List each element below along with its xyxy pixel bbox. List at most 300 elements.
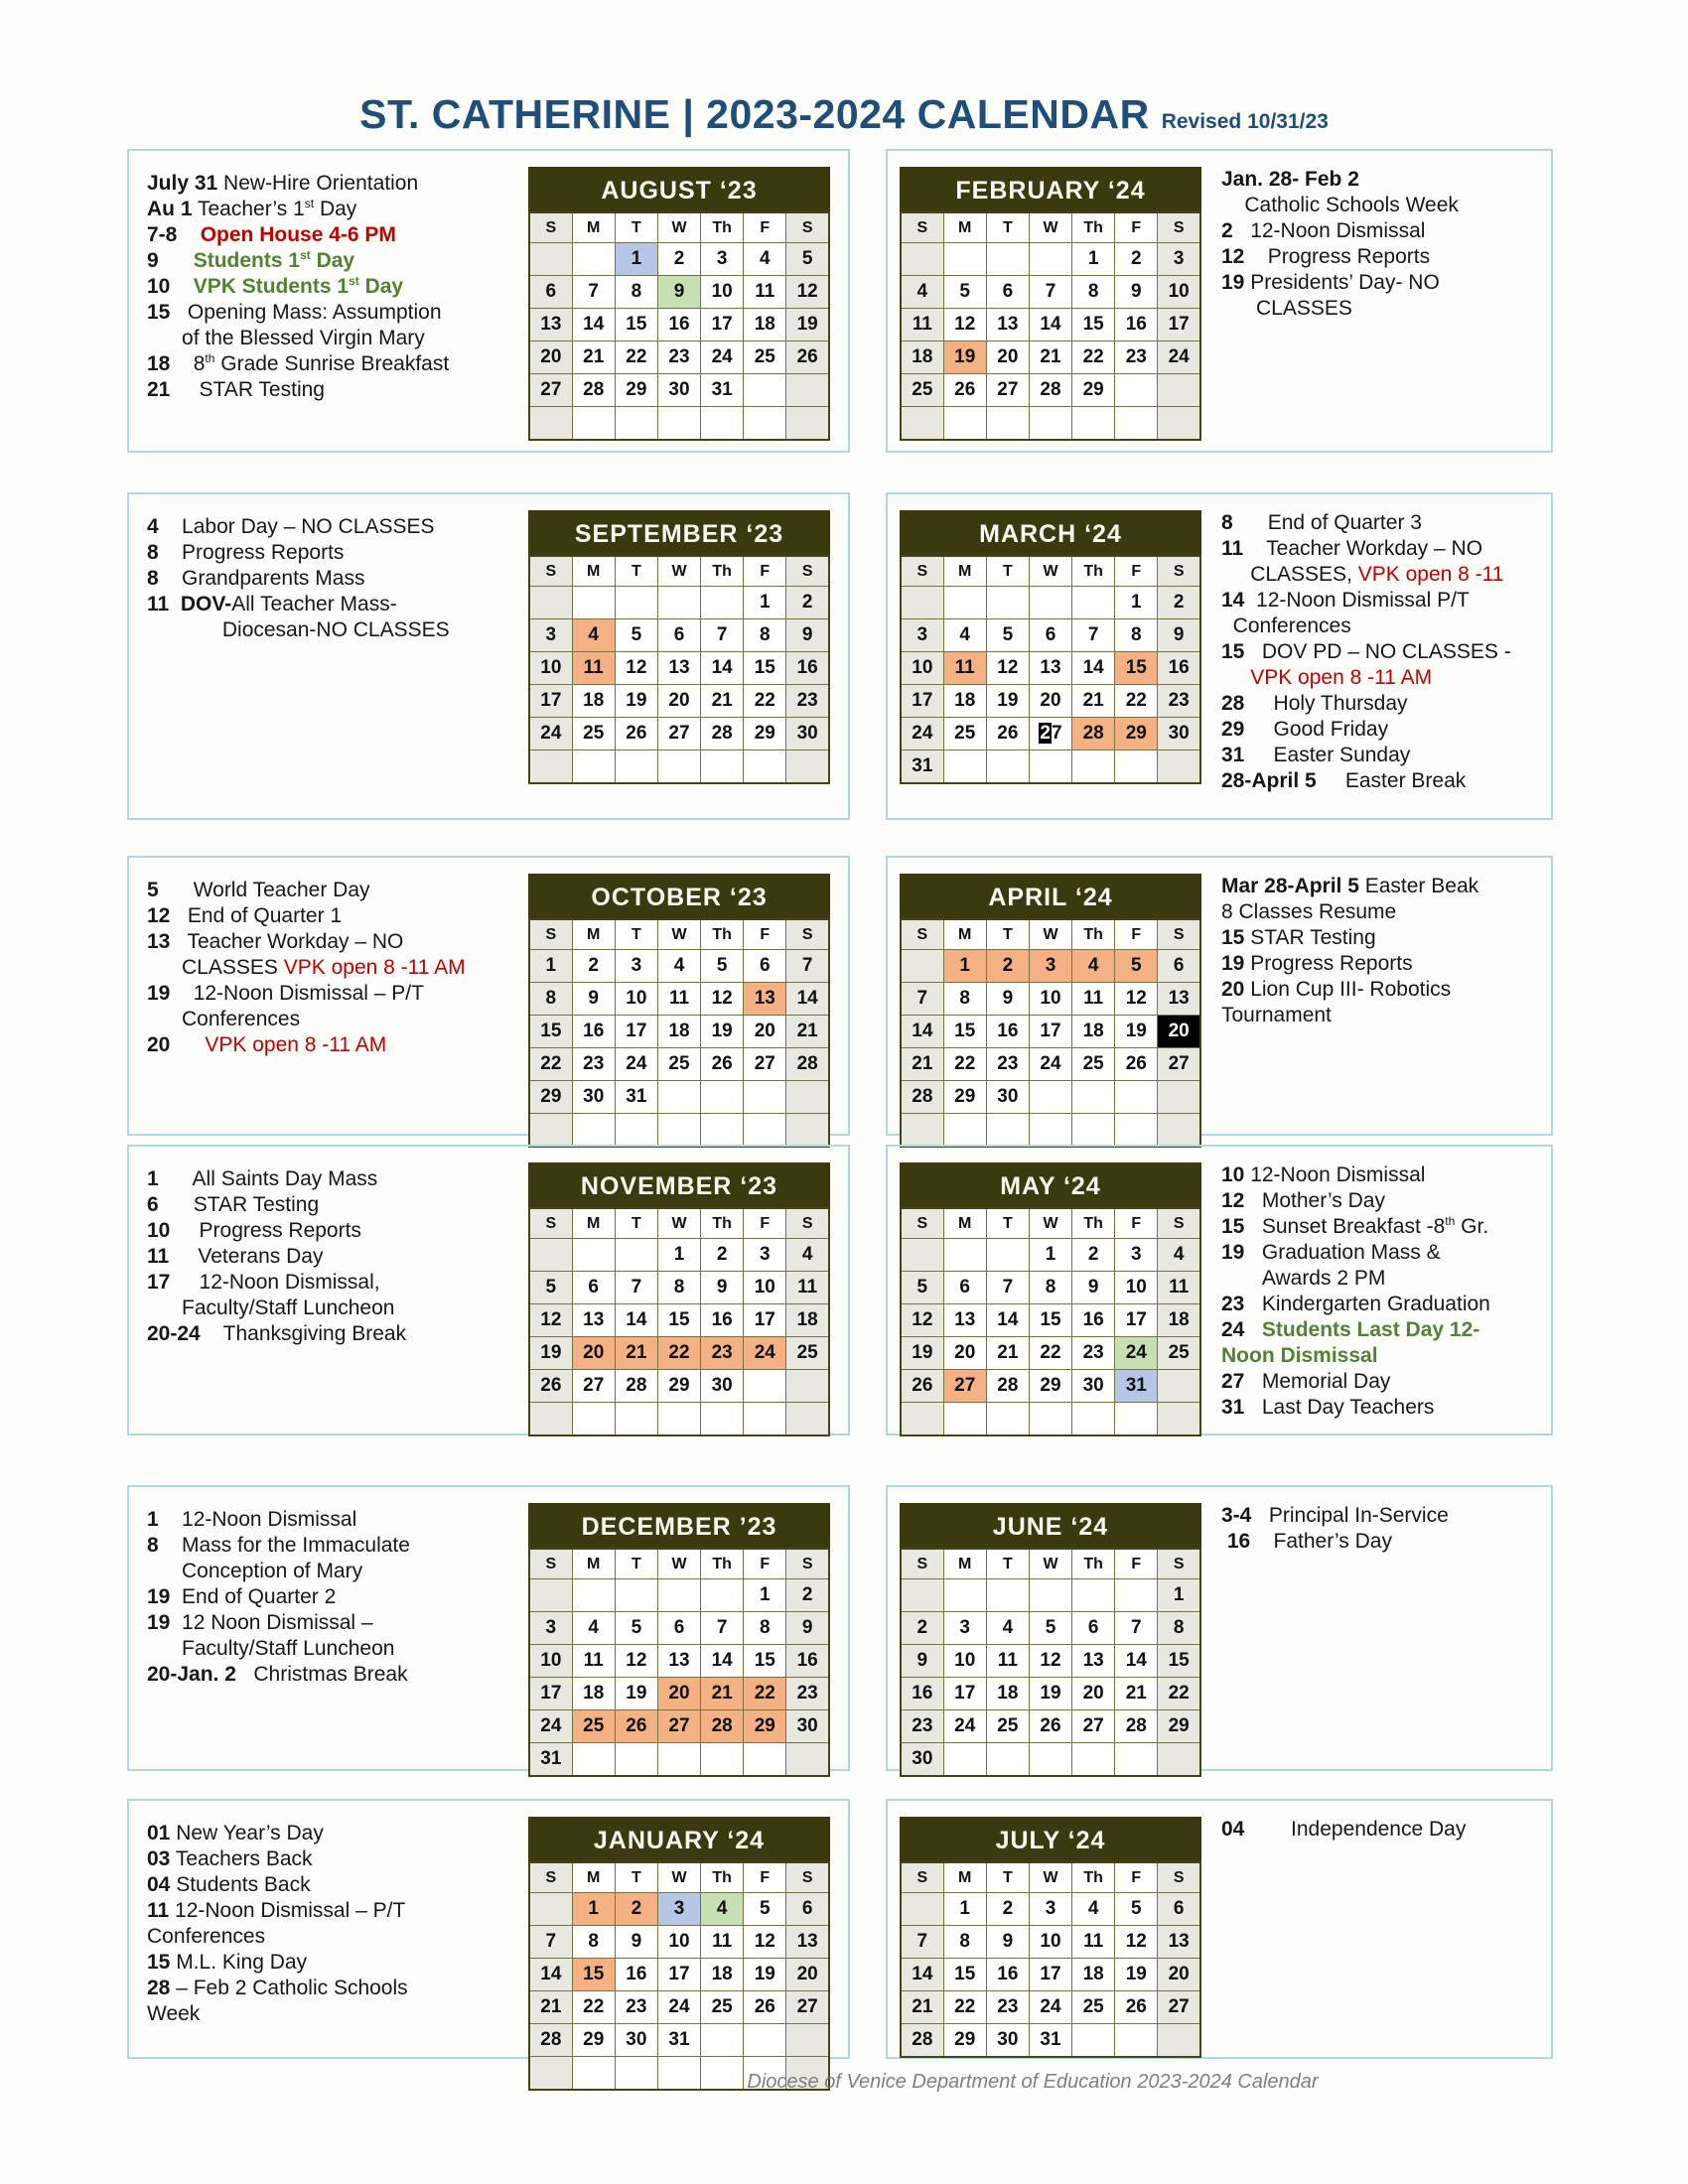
day-cell-december-22: 22 bbox=[744, 1678, 786, 1710]
empty-cell bbox=[1158, 1403, 1200, 1436]
note-line bbox=[147, 1976, 526, 2001]
empty-cell bbox=[901, 407, 943, 441]
note-line bbox=[1221, 1266, 1551, 1292]
note-segment: 11 bbox=[1221, 537, 1244, 560]
day-cell-april-6: 6 bbox=[1158, 950, 1200, 983]
day-header: F bbox=[744, 919, 786, 950]
day-cell-november-24: 24 bbox=[744, 1337, 786, 1370]
day-cell-july-26: 26 bbox=[1115, 1991, 1158, 2024]
day-cell-may-11: 11 bbox=[1158, 1272, 1200, 1304]
day-cell-december-9: 9 bbox=[786, 1612, 829, 1645]
day-header: Th bbox=[1072, 1549, 1115, 1579]
day-cell-august-4: 4 bbox=[744, 243, 786, 276]
note-segment: 16 bbox=[1221, 1530, 1251, 1553]
day-cell-may-26: 26 bbox=[901, 1370, 943, 1403]
week-row bbox=[529, 685, 829, 718]
note-segment: 28 bbox=[1221, 692, 1245, 715]
day-header: S bbox=[901, 1208, 943, 1239]
day-cell-september-9: 9 bbox=[786, 619, 829, 652]
day-cell-may-27: 27 bbox=[943, 1370, 986, 1403]
day-cell-july-14: 14 bbox=[901, 1959, 943, 1991]
day-cell-october-6: 6 bbox=[744, 950, 786, 983]
day-cell-april-16: 16 bbox=[986, 1016, 1029, 1048]
day-cell-august-16: 16 bbox=[657, 309, 700, 341]
week-row bbox=[529, 1678, 829, 1710]
day-header-row bbox=[529, 212, 829, 243]
empty-cell bbox=[744, 1081, 786, 1114]
note-segment: 19 bbox=[147, 1585, 171, 1608]
day-cell-january-13: 13 bbox=[786, 1926, 829, 1959]
empty-cell bbox=[1029, 1743, 1071, 1777]
note-segment: Presidents’ Day- NO bbox=[1244, 271, 1440, 294]
day-header: W bbox=[657, 556, 700, 587]
note-segment bbox=[170, 1033, 205, 1056]
day-cell-february-3: 3 bbox=[1158, 243, 1200, 276]
empty-cell bbox=[901, 1579, 943, 1612]
day-cell-may-1: 1 bbox=[1029, 1239, 1071, 1272]
empty-cell bbox=[1029, 751, 1071, 784]
note-line bbox=[147, 1507, 526, 1533]
day-header: F bbox=[1115, 1208, 1158, 1239]
day-cell-august-28: 28 bbox=[572, 374, 615, 407]
day-cell-june-9: 9 bbox=[901, 1645, 943, 1678]
day-header: M bbox=[943, 556, 986, 587]
day-cell-november-14: 14 bbox=[615, 1304, 657, 1337]
note-segment: 12 Noon Dismissal – bbox=[170, 1611, 373, 1634]
day-header: S bbox=[1158, 1208, 1200, 1239]
note-segment: 01 bbox=[147, 1822, 171, 1844]
note-segment: Teacher Workday – NO bbox=[1243, 537, 1483, 560]
day-cell-october-4: 4 bbox=[657, 950, 700, 983]
day-header: W bbox=[1029, 556, 1071, 587]
note-segment: 18 bbox=[147, 352, 171, 375]
note-segment: 19 bbox=[1221, 271, 1245, 294]
note-segment: 6 bbox=[147, 1193, 159, 1216]
day-cell-may-9: 9 bbox=[1072, 1272, 1115, 1304]
note-line bbox=[147, 540, 526, 566]
day-header: T bbox=[615, 1862, 657, 1893]
day-cell-december-18: 18 bbox=[572, 1678, 615, 1710]
day-header: W bbox=[1029, 919, 1071, 950]
empty-cell bbox=[1115, 407, 1158, 441]
month-grid-june bbox=[900, 1548, 1201, 1777]
day-cell-october-21: 21 bbox=[786, 1016, 829, 1048]
day-cell-june-18: 18 bbox=[986, 1678, 1029, 1710]
day-cell-april-3: 3 bbox=[1029, 950, 1071, 983]
note-line bbox=[1221, 874, 1551, 899]
day-cell-july-28: 28 bbox=[901, 2024, 943, 2058]
day-cell-september-13: 13 bbox=[657, 652, 700, 685]
empty-cell bbox=[786, 407, 829, 441]
week-row bbox=[901, 2024, 1200, 2058]
day-cell-april-28: 28 bbox=[901, 1081, 943, 1114]
day-cell-february-24: 24 bbox=[1158, 341, 1200, 374]
day-cell-august-20: 20 bbox=[529, 341, 572, 374]
day-cell-october-24: 24 bbox=[615, 1048, 657, 1081]
note-segment: st bbox=[300, 248, 311, 262]
note-line bbox=[147, 514, 526, 540]
notes-july bbox=[1201, 1801, 1551, 2057]
day-cell-april-5: 5 bbox=[1115, 950, 1158, 983]
week-row bbox=[901, 1579, 1200, 1612]
day-cell-december-19: 19 bbox=[615, 1678, 657, 1710]
note-segment: 28-April 5 bbox=[1221, 769, 1317, 792]
week-row bbox=[901, 1337, 1200, 1370]
day-cell-october-17: 17 bbox=[615, 1016, 657, 1048]
day-cell-march-8: 8 bbox=[1115, 619, 1158, 652]
note-segment: 8 bbox=[147, 567, 159, 590]
note-segment: Conferences bbox=[147, 1925, 266, 1948]
week-row bbox=[901, 1678, 1200, 1710]
day-cell-february-23: 23 bbox=[1115, 341, 1158, 374]
day-cell-july-15: 15 bbox=[943, 1959, 986, 1991]
note-segment: th bbox=[1445, 1214, 1456, 1228]
note-segment: Easter Beak bbox=[1358, 875, 1479, 897]
empty-cell bbox=[572, 751, 615, 784]
empty-cell bbox=[572, 1743, 615, 1777]
note-segment: of the Blessed Virgin Mary bbox=[147, 327, 425, 349]
day-cell-september-12: 12 bbox=[615, 652, 657, 685]
day-cell-february-8: 8 bbox=[1072, 276, 1115, 309]
calendar-april bbox=[900, 874, 1201, 1134]
empty-cell bbox=[701, 1114, 744, 1148]
day-cell-august-22: 22 bbox=[615, 341, 657, 374]
day-cell-march-9: 9 bbox=[1158, 619, 1200, 652]
note-line bbox=[147, 2001, 526, 2027]
day-cell-june-28: 28 bbox=[1115, 1710, 1158, 1743]
day-cell-july-5: 5 bbox=[1115, 1893, 1158, 1926]
day-header: M bbox=[943, 1549, 986, 1579]
day-cell-november-30: 30 bbox=[701, 1370, 744, 1403]
empty-cell bbox=[943, 1743, 986, 1777]
day-cell-august-15: 15 bbox=[615, 309, 657, 341]
month-title-august: AUGUST ‘23 bbox=[528, 167, 830, 211]
day-cell-august-18: 18 bbox=[744, 309, 786, 341]
day-header-row bbox=[901, 212, 1200, 243]
note-segment: 10 bbox=[147, 1219, 171, 1242]
month-grid-october bbox=[528, 918, 830, 1148]
day-cell-june-20: 20 bbox=[1072, 1678, 1115, 1710]
note-segment: 15 bbox=[1221, 1215, 1245, 1238]
note-segment: Grade Sunrise Breakfast bbox=[214, 352, 450, 375]
day-cell-june-26: 26 bbox=[1029, 1710, 1071, 1743]
empty-cell bbox=[529, 1403, 572, 1436]
day-cell-december-26: 26 bbox=[615, 1710, 657, 1743]
note-segment: Faculty/Staff Luncheon bbox=[147, 1297, 395, 1319]
note-segment: 03 bbox=[147, 1847, 171, 1870]
day-cell-august-3: 3 bbox=[701, 243, 744, 276]
day-cell-august-7: 7 bbox=[572, 276, 615, 309]
note-segment: Grandparents Mass bbox=[158, 567, 365, 590]
day-header: W bbox=[1029, 1208, 1071, 1239]
week-row bbox=[529, 1370, 829, 1403]
note-segment: Memorial Day bbox=[1244, 1370, 1391, 1393]
day-cell-january-1: 1 bbox=[572, 1893, 615, 1926]
day-cell-june-15: 15 bbox=[1158, 1645, 1200, 1678]
day-cell-january-3: 3 bbox=[657, 1893, 700, 1926]
week-row bbox=[529, 1612, 829, 1645]
note-line bbox=[147, 1533, 526, 1559]
day-cell-april-13: 13 bbox=[1158, 983, 1200, 1016]
day-header: S bbox=[786, 919, 829, 950]
day-cell-march-14: 14 bbox=[1072, 652, 1115, 685]
empty-cell bbox=[1115, 2024, 1158, 2058]
day-cell-june-29: 29 bbox=[1158, 1710, 1200, 1743]
note-segment: Father’s Day bbox=[1250, 1530, 1392, 1553]
day-cell-april-20: 20 bbox=[1158, 1016, 1200, 1048]
empty-cell bbox=[615, 1114, 657, 1148]
day-cell-june-21: 21 bbox=[1115, 1678, 1158, 1710]
empty-cell bbox=[615, 587, 657, 619]
day-header: S bbox=[1158, 212, 1200, 243]
day-cell-july-16: 16 bbox=[986, 1959, 1029, 1991]
note-line bbox=[147, 1296, 526, 1321]
day-cell-january-2: 2 bbox=[615, 1893, 657, 1926]
day-cell-july-7: 7 bbox=[901, 1926, 943, 1959]
day-header: W bbox=[657, 1549, 700, 1579]
day-cell-march-2: 2 bbox=[1158, 587, 1200, 619]
note-segment: Teachers Back bbox=[170, 1847, 313, 1870]
calendar-may bbox=[900, 1162, 1201, 1433]
month-title-april: APRIL ‘24 bbox=[900, 874, 1201, 918]
day-cell-march-19: 19 bbox=[986, 685, 1029, 718]
day-cell-july-9: 9 bbox=[986, 1926, 1029, 1959]
note-segment: 12-Noon Dismissal bbox=[1244, 1163, 1426, 1186]
empty-cell bbox=[529, 587, 572, 619]
month-title-january: JANUARY ‘24 bbox=[528, 1817, 830, 1861]
day-cell-may-7: 7 bbox=[986, 1272, 1029, 1304]
day-cell-march-27: 27 bbox=[1029, 718, 1071, 751]
note-line bbox=[1221, 244, 1551, 270]
note-segment: 19 bbox=[1221, 952, 1245, 975]
day-cell-april-11: 11 bbox=[1072, 983, 1115, 1016]
note-line bbox=[1221, 639, 1551, 665]
empty-cell bbox=[744, 1114, 786, 1148]
week-row bbox=[529, 1114, 829, 1148]
empty-cell bbox=[1158, 1370, 1200, 1403]
day-cell-december-4: 4 bbox=[572, 1612, 615, 1645]
empty-cell bbox=[529, 1893, 572, 1926]
empty-cell bbox=[943, 751, 986, 784]
day-cell-february-22: 22 bbox=[1072, 341, 1115, 374]
day-header: F bbox=[744, 1549, 786, 1579]
day-cell-june-25: 25 bbox=[986, 1710, 1029, 1743]
note-segment: Day bbox=[310, 249, 355, 272]
day-header-row bbox=[901, 556, 1200, 587]
day-cell-may-25: 25 bbox=[1158, 1337, 1200, 1370]
day-header: Th bbox=[701, 556, 744, 587]
empty-cell bbox=[786, 2024, 829, 2057]
note-segment: 10 bbox=[147, 275, 171, 298]
week-row bbox=[901, 1893, 1200, 1926]
day-cell-june-4: 4 bbox=[986, 1612, 1029, 1645]
note-segment: 3-4 bbox=[1221, 1504, 1252, 1527]
note-segment: STAR Testing bbox=[170, 378, 325, 401]
week-row bbox=[529, 1579, 829, 1612]
empty-cell bbox=[572, 407, 615, 441]
note-line bbox=[1221, 1317, 1551, 1343]
day-cell-january-14: 14 bbox=[529, 1959, 572, 1991]
day-cell-june-13: 13 bbox=[1072, 1645, 1115, 1678]
day-header: S bbox=[1158, 556, 1200, 587]
day-header: S bbox=[786, 1549, 829, 1579]
empty-cell bbox=[1115, 1743, 1158, 1777]
empty-cell bbox=[701, 1403, 744, 1436]
day-cell-december-20: 20 bbox=[657, 1678, 700, 1710]
day-cell-september-25: 25 bbox=[572, 718, 615, 751]
day-cell-september-19: 19 bbox=[615, 685, 657, 718]
day-cell-november-7: 7 bbox=[615, 1272, 657, 1304]
day-cell-may-22: 22 bbox=[1029, 1337, 1071, 1370]
day-cell-november-5: 5 bbox=[529, 1272, 572, 1304]
note-segment: Open House 4-6 PM bbox=[200, 223, 396, 246]
notes-august bbox=[129, 151, 526, 451]
empty-cell bbox=[1072, 1403, 1115, 1436]
week-row bbox=[529, 1959, 829, 1991]
day-cell-september-4: 4 bbox=[572, 619, 615, 652]
day-header: M bbox=[943, 212, 986, 243]
day-header: S bbox=[1158, 1862, 1200, 1893]
day-cell-may-31: 31 bbox=[1115, 1370, 1158, 1403]
day-header: T bbox=[986, 1208, 1029, 1239]
day-cell-october-8: 8 bbox=[529, 983, 572, 1016]
week-row bbox=[529, 276, 829, 309]
note-line bbox=[1221, 899, 1551, 925]
day-cell-july-31: 31 bbox=[1029, 2024, 1071, 2058]
day-cell-july-12: 12 bbox=[1115, 1926, 1158, 1959]
note-segment bbox=[1244, 1318, 1262, 1341]
note-line bbox=[1221, 1214, 1551, 1240]
note-segment bbox=[159, 249, 194, 272]
note-line bbox=[147, 1924, 526, 1950]
week-row bbox=[529, 1337, 829, 1370]
month-title-may: MAY ‘24 bbox=[900, 1162, 1201, 1207]
day-cell-february-9: 9 bbox=[1115, 276, 1158, 309]
note-segment: Mass for the Immaculate bbox=[158, 1534, 410, 1557]
note-segment: 29 bbox=[1221, 718, 1245, 741]
calendar-row-2 bbox=[127, 492, 1557, 820]
day-cell-june-8: 8 bbox=[1158, 1612, 1200, 1645]
day-header: W bbox=[657, 1862, 700, 1893]
note-segment: 4 bbox=[147, 515, 159, 538]
week-row bbox=[901, 243, 1200, 276]
empty-cell bbox=[1072, 1743, 1115, 1777]
day-cell-february-2: 2 bbox=[1115, 243, 1158, 276]
empty-cell bbox=[701, 407, 744, 441]
note-segment: Jan. 28- Feb 2 bbox=[1221, 168, 1359, 191]
day-header: S bbox=[529, 919, 572, 950]
empty-cell bbox=[1115, 1081, 1158, 1114]
day-cell-february-19: 19 bbox=[943, 341, 986, 374]
empty-cell bbox=[986, 407, 1029, 441]
day-header: S bbox=[786, 1862, 829, 1893]
day-header-row bbox=[901, 1862, 1200, 1893]
note-segment: 17 bbox=[147, 1271, 171, 1294]
day-cell-february-14: 14 bbox=[1029, 309, 1071, 341]
day-cell-august-13: 13 bbox=[529, 309, 572, 341]
day-cell-october-22: 22 bbox=[529, 1048, 572, 1081]
week-row bbox=[529, 751, 829, 784]
empty-cell bbox=[529, 407, 572, 441]
day-cell-february-7: 7 bbox=[1029, 276, 1071, 309]
note-segment: Progress Reports bbox=[158, 541, 345, 564]
day-cell-october-16: 16 bbox=[572, 1016, 615, 1048]
day-cell-february-12: 12 bbox=[943, 309, 986, 341]
day-header: T bbox=[615, 919, 657, 950]
day-cell-february-10: 10 bbox=[1158, 276, 1200, 309]
day-cell-february-15: 15 bbox=[1072, 309, 1115, 341]
note-line bbox=[147, 300, 526, 326]
day-cell-june-7: 7 bbox=[1115, 1612, 1158, 1645]
day-cell-june-17: 17 bbox=[943, 1678, 986, 1710]
day-cell-december-8: 8 bbox=[744, 1612, 786, 1645]
week-row bbox=[529, 1926, 829, 1959]
day-cell-april-24: 24 bbox=[1029, 1048, 1071, 1081]
day-header: Th bbox=[1072, 212, 1115, 243]
day-cell-march-25: 25 bbox=[943, 718, 986, 751]
day-header-row bbox=[901, 1549, 1200, 1579]
day-cell-december-17: 17 bbox=[529, 1678, 572, 1710]
empty-cell bbox=[529, 751, 572, 784]
day-cell-july-30: 30 bbox=[986, 2024, 1029, 2058]
day-cell-october-28: 28 bbox=[786, 1048, 829, 1081]
note-segment: All Teacher Mass- bbox=[231, 593, 397, 615]
note-segment: Conferences bbox=[147, 1008, 301, 1030]
day-cell-december-27: 27 bbox=[657, 1710, 700, 1743]
day-cell-march-24: 24 bbox=[901, 718, 943, 751]
day-header: S bbox=[529, 1208, 572, 1239]
day-cell-february-1: 1 bbox=[1072, 243, 1115, 276]
week-row bbox=[901, 950, 1200, 983]
day-header: S bbox=[1158, 919, 1200, 950]
empty-cell bbox=[744, 374, 786, 407]
day-header: S bbox=[529, 212, 572, 243]
day-cell-december-11: 11 bbox=[572, 1645, 615, 1678]
week-row bbox=[529, 1272, 829, 1304]
note-segment: 15 bbox=[1221, 640, 1245, 663]
empty-cell bbox=[1029, 1081, 1071, 1114]
note-line bbox=[1221, 218, 1551, 244]
panel-january bbox=[127, 1799, 850, 2059]
day-cell-october-26: 26 bbox=[701, 1048, 744, 1081]
day-cell-july-20: 20 bbox=[1158, 1959, 1200, 1991]
day-cell-march-30: 30 bbox=[1158, 718, 1200, 751]
notes-december bbox=[129, 1487, 526, 1769]
day-cell-august-23: 23 bbox=[657, 341, 700, 374]
day-cell-november-10: 10 bbox=[744, 1272, 786, 1304]
day-header: S bbox=[786, 1208, 829, 1239]
note-segment: st bbox=[349, 274, 359, 288]
note-segment: Holy Thursday bbox=[1244, 692, 1408, 715]
day-header: F bbox=[1115, 1549, 1158, 1579]
empty-cell bbox=[1029, 1114, 1071, 1148]
calendar-august bbox=[528, 167, 830, 451]
note-line bbox=[1221, 193, 1551, 218]
day-cell-december-6: 6 bbox=[657, 1612, 700, 1645]
calendar-november bbox=[528, 1162, 830, 1433]
note-line bbox=[147, 1559, 526, 1584]
note-segment: 2 bbox=[1221, 219, 1233, 242]
empty-cell bbox=[1072, 1081, 1115, 1114]
week-row bbox=[529, 1016, 829, 1048]
day-cell-may-15: 15 bbox=[1029, 1304, 1071, 1337]
day-header: S bbox=[1158, 1549, 1200, 1579]
day-cell-september-1: 1 bbox=[744, 587, 786, 619]
day-header: W bbox=[1029, 1549, 1071, 1579]
day-cell-june-3: 3 bbox=[943, 1612, 986, 1645]
empty-cell bbox=[786, 1743, 829, 1777]
week-row bbox=[901, 1048, 1200, 1081]
